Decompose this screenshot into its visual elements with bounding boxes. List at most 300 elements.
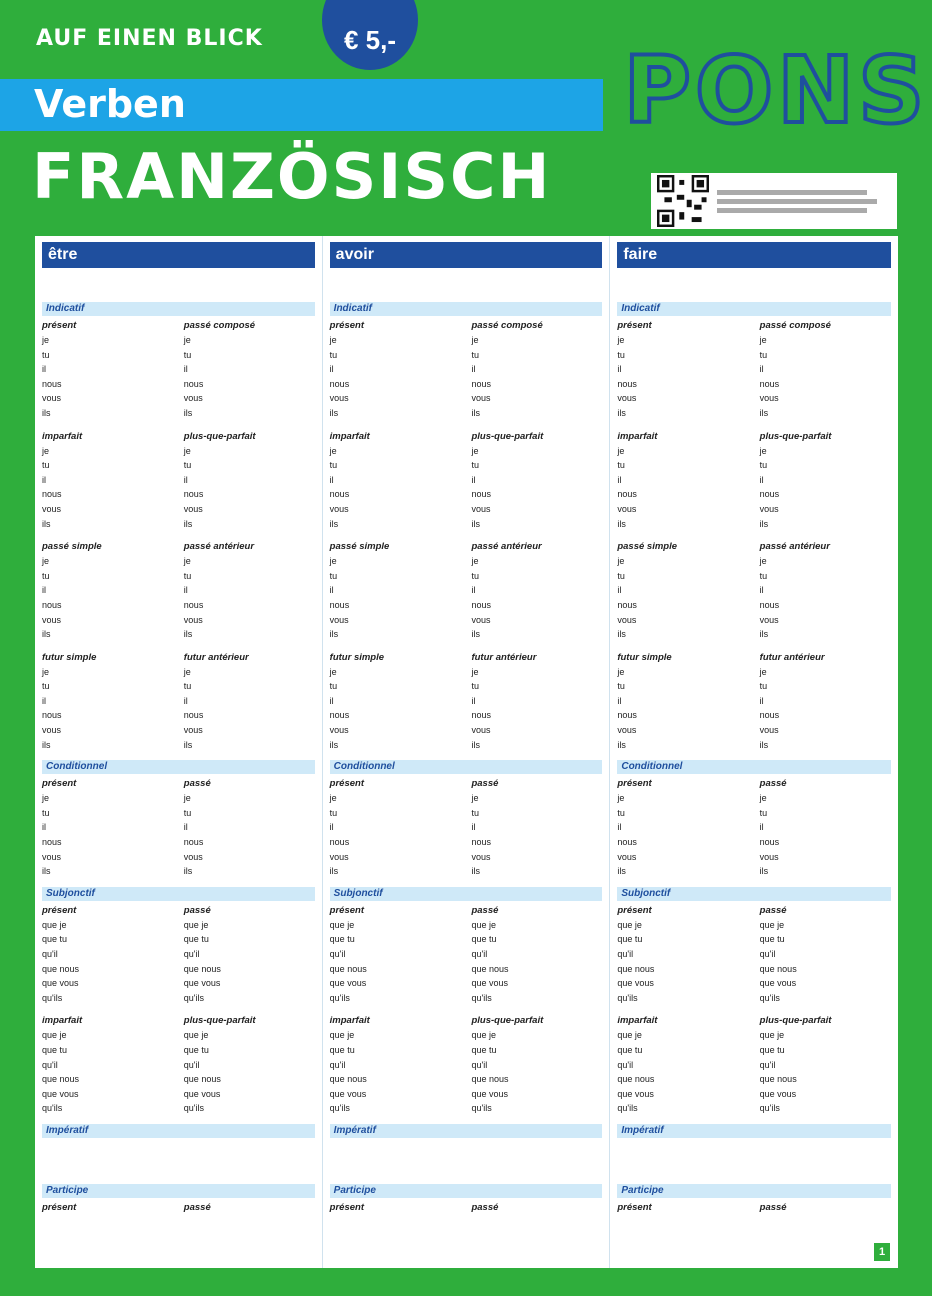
pronoun: que vous	[329, 978, 367, 989]
pronoun: je	[42, 666, 50, 677]
pronoun: qu'ils	[183, 992, 205, 1003]
form-row	[471, 976, 602, 991]
form-row	[330, 932, 461, 947]
form-row	[471, 723, 602, 738]
form-row	[471, 1101, 602, 1116]
tense-title: présent	[329, 320, 364, 331]
pronoun: ils	[617, 739, 626, 750]
pronoun: vous	[617, 725, 637, 736]
pronoun: que nous	[42, 1074, 80, 1085]
verb-name: faire	[623, 246, 658, 263]
pronoun: ils	[471, 518, 480, 529]
form-row	[330, 918, 461, 933]
pronoun: que tu	[183, 1044, 209, 1055]
form-row	[617, 918, 748, 933]
form-row	[184, 1087, 315, 1102]
form-row	[42, 1101, 173, 1116]
form-row	[184, 1028, 315, 1043]
pronoun: vous	[617, 851, 637, 862]
form-row	[617, 1058, 748, 1073]
pronoun: nous	[329, 710, 350, 721]
pronoun: ils	[183, 407, 193, 418]
form-row	[617, 947, 748, 962]
form-row	[617, 991, 748, 1006]
form-row	[184, 932, 315, 947]
pronoun: je	[183, 556, 191, 567]
form-row	[760, 502, 891, 517]
form-row	[617, 723, 748, 738]
form-row	[471, 918, 602, 933]
pronoun: vous	[183, 725, 203, 736]
pronoun: ils	[329, 739, 339, 750]
form-row	[330, 502, 461, 517]
form-row	[184, 820, 315, 835]
pronoun: nous	[42, 837, 62, 848]
tense-block	[42, 431, 315, 532]
section-header: Conditionnel	[617, 760, 891, 774]
pronoun: que vous	[329, 1088, 367, 1099]
form-row	[184, 738, 315, 753]
form-row	[617, 406, 748, 421]
form-row	[42, 738, 173, 753]
logo-text: PONS	[623, 36, 929, 144]
tense-block	[617, 1015, 891, 1116]
pronoun: je	[329, 666, 337, 677]
pronoun: que tu	[617, 934, 643, 945]
form-row	[330, 679, 461, 694]
form-row	[42, 918, 173, 933]
form-row	[617, 583, 748, 598]
pronoun: qu'ils	[42, 1103, 63, 1114]
pronoun: que vous	[42, 1088, 79, 1099]
pronoun: vous	[471, 393, 491, 404]
form-row	[330, 1153, 603, 1168]
pronoun: vous	[329, 851, 349, 862]
form-row	[42, 1138, 315, 1153]
tense-block	[617, 905, 891, 1006]
pronoun: tu	[471, 807, 479, 818]
pronoun: qu'ils	[617, 1103, 638, 1114]
pronoun: tu	[759, 681, 768, 692]
tense-title: passé	[759, 778, 787, 790]
pronoun: que tu	[329, 1044, 355, 1055]
pronoun: je	[617, 666, 625, 677]
pronoun: il	[42, 474, 46, 485]
pronoun: ils	[617, 518, 626, 529]
verb-note	[332, 272, 601, 300]
section-header: Impératif	[617, 1124, 891, 1138]
tense-block	[330, 320, 603, 421]
form-row	[184, 333, 315, 348]
pronoun: je	[617, 556, 625, 567]
tense-title: passé simple	[617, 541, 678, 553]
tense-column	[760, 431, 891, 532]
pronoun: que nous	[471, 963, 509, 974]
form-row	[471, 517, 602, 532]
pronoun: je	[183, 445, 191, 456]
pronoun: il	[183, 695, 188, 706]
tense-title: passé	[183, 778, 211, 790]
form-row	[42, 694, 173, 709]
pronoun: que tu	[329, 934, 355, 945]
tense-title: imparfait	[617, 430, 658, 442]
form-row	[184, 864, 315, 879]
tense-title: passé	[471, 778, 499, 790]
form-row	[471, 1028, 602, 1043]
form-row	[330, 517, 461, 532]
form-row	[184, 679, 315, 694]
form-row	[617, 473, 748, 488]
form-row	[330, 1215, 461, 1230]
pronoun: vous	[183, 393, 203, 404]
tense-column	[42, 1202, 173, 1230]
pronoun: je	[42, 335, 50, 345]
form-row	[184, 487, 315, 502]
pronoun: que vous	[617, 1088, 654, 1099]
form-row	[330, 962, 461, 977]
pronoun: qu'ils	[759, 992, 780, 1003]
form-row	[760, 991, 891, 1006]
form-row	[471, 473, 602, 488]
pronoun: vous	[42, 393, 62, 404]
form-row	[330, 473, 461, 488]
pronoun: que je	[759, 1030, 785, 1041]
tense-column	[42, 320, 173, 421]
form-row	[471, 806, 602, 821]
form-row	[760, 406, 891, 421]
pronoun: que vous	[759, 978, 797, 989]
pronoun: tu	[759, 460, 768, 471]
form-row	[760, 723, 891, 738]
pronoun: ils	[471, 629, 480, 640]
form-row	[760, 391, 891, 406]
pronoun: je	[471, 793, 479, 804]
form-row	[760, 864, 891, 879]
pronoun: ils	[617, 629, 626, 640]
tense-column	[471, 778, 602, 879]
form-row	[617, 598, 748, 613]
tense-block	[330, 905, 603, 1006]
tense-block	[42, 1202, 315, 1230]
form-row	[471, 679, 602, 694]
form-row	[42, 1058, 173, 1073]
form-row	[330, 554, 461, 569]
section-header: Conditionnel	[330, 760, 603, 774]
form-row	[471, 569, 602, 584]
form-row	[330, 820, 461, 835]
tense-column	[330, 905, 461, 1006]
pronoun: tu	[759, 349, 768, 360]
form-row	[760, 377, 891, 392]
pronoun: nous	[471, 710, 491, 721]
form-row	[471, 991, 602, 1006]
form-row	[471, 850, 602, 865]
form-row	[184, 850, 315, 865]
pronoun: que je	[42, 919, 67, 930]
pronoun: il	[759, 822, 764, 833]
form-row	[42, 835, 173, 850]
tense-title: futur antérieur	[183, 651, 249, 663]
pronoun: ils	[183, 518, 193, 529]
form-row	[617, 1072, 748, 1087]
form-row	[42, 1167, 315, 1182]
form-row	[617, 377, 748, 392]
form-row	[471, 1215, 602, 1230]
pronoun: il	[183, 585, 188, 596]
verb-note	[44, 272, 313, 300]
verb-table	[35, 236, 898, 1268]
pronoun: il	[759, 695, 764, 706]
main-title: FRANZÖSISCH	[32, 140, 552, 213]
tense-block	[330, 431, 603, 532]
pronoun: tu	[183, 570, 192, 581]
tense-title: présent	[42, 1201, 77, 1213]
form-row	[42, 517, 173, 532]
pronoun: qu'ils	[617, 992, 638, 1003]
pronoun: ils	[183, 629, 193, 640]
pronoun: tu	[42, 570, 50, 581]
form-row	[760, 1087, 891, 1102]
pronoun: nous	[617, 378, 637, 389]
tense-column	[471, 541, 602, 642]
pronoun: il	[617, 585, 622, 596]
form-row	[617, 1138, 891, 1153]
pronoun: vous	[471, 725, 491, 736]
pronoun: vous	[183, 503, 203, 514]
pronoun: que nous	[183, 963, 221, 974]
pronoun: qu'ils	[471, 1103, 492, 1114]
form-row	[42, 806, 173, 821]
pronoun: nous	[183, 710, 204, 721]
pronoun: nous	[329, 378, 350, 389]
pronoun: il	[329, 474, 334, 485]
form-row	[184, 406, 315, 421]
pronoun: que vous	[617, 978, 654, 989]
pronoun: vous	[329, 725, 349, 736]
tense-column	[471, 652, 602, 753]
form-row	[330, 391, 461, 406]
pronoun: tu	[183, 460, 192, 471]
tense-title: imparfait	[329, 430, 370, 442]
verb-column	[35, 236, 323, 1268]
pronoun: que nous	[471, 1074, 509, 1085]
tense-column	[617, 1015, 748, 1116]
form-row	[330, 1043, 461, 1058]
form-row	[330, 613, 461, 628]
form-row	[184, 723, 315, 738]
form-row	[184, 362, 315, 377]
form-row	[330, 569, 461, 584]
pronoun: que tu	[759, 934, 785, 945]
pronoun: il	[42, 364, 46, 375]
tense-title: passé	[759, 1201, 787, 1213]
form-row	[471, 598, 602, 613]
tense-title: plus-que-parfait	[183, 430, 256, 442]
pronoun: il	[617, 822, 622, 833]
form-row	[617, 932, 748, 947]
form-row	[184, 708, 315, 723]
pronoun: ils	[42, 739, 51, 750]
form-row	[760, 554, 891, 569]
form-row	[471, 708, 602, 723]
form-row	[471, 791, 602, 806]
form-row	[42, 473, 173, 488]
form-row	[42, 991, 173, 1006]
form-row	[330, 487, 461, 502]
pronoun: tu	[471, 349, 479, 360]
tense-column	[184, 905, 315, 1006]
form-row	[330, 835, 461, 850]
form-row	[42, 976, 173, 991]
form-row	[42, 820, 173, 835]
form-row	[330, 976, 461, 991]
pronoun: nous	[617, 837, 637, 848]
form-row	[42, 1215, 173, 1230]
form-row	[184, 1072, 315, 1087]
pronoun: il	[471, 695, 476, 706]
pronoun: qu'il	[471, 1059, 488, 1070]
form-row	[330, 850, 461, 865]
form-row	[760, 1215, 891, 1230]
pronoun: qu'il	[183, 1059, 200, 1070]
pronoun: je	[42, 445, 50, 456]
pronoun: je	[471, 445, 479, 456]
form-row	[184, 613, 315, 628]
form-row	[184, 517, 315, 532]
pronoun: je	[42, 793, 50, 804]
tense-column	[760, 652, 891, 753]
pronoun: vous	[183, 851, 203, 862]
form-row	[471, 333, 602, 348]
form-row	[184, 835, 315, 850]
pronoun: il	[329, 695, 334, 706]
form-row	[330, 458, 461, 473]
form-row	[184, 962, 315, 977]
form-row	[471, 487, 602, 502]
pronoun: nous	[617, 489, 637, 500]
pronoun: je	[759, 445, 767, 456]
section-header: Subjonctif	[617, 887, 891, 901]
pronoun: je	[183, 793, 191, 804]
verb-name: avoir	[335, 246, 374, 263]
tense-title: imparfait	[329, 1015, 370, 1027]
pronoun: que nous	[759, 1074, 797, 1085]
form-row	[471, 444, 602, 459]
form-row	[471, 391, 602, 406]
form-row	[42, 791, 173, 806]
form-row	[617, 708, 748, 723]
tense-column	[42, 652, 173, 753]
pronoun: je	[617, 445, 625, 456]
pronoun: ils	[329, 518, 339, 529]
pronoun: que tu	[617, 1044, 643, 1055]
form-row	[760, 932, 891, 947]
form-row	[760, 976, 891, 991]
pronoun: vous	[617, 614, 637, 625]
form-row	[617, 850, 748, 865]
price-text: € 5,-	[343, 25, 397, 55]
tense-title: plus-que-parfait	[759, 1015, 832, 1027]
tense-title: passé composé	[471, 320, 543, 331]
pronoun: je	[329, 556, 337, 567]
form-row	[471, 627, 602, 642]
form-row	[617, 976, 748, 991]
form-row	[42, 487, 173, 502]
pronoun: nous	[471, 837, 491, 848]
pronoun: ils	[329, 407, 339, 418]
form-row	[617, 1101, 748, 1116]
pons-logo	[623, 36, 929, 144]
pronoun: qu'ils	[329, 1103, 350, 1114]
form-row	[330, 791, 461, 806]
tense-column	[330, 320, 461, 421]
form-row	[471, 864, 602, 879]
pronoun: qu'il	[329, 1059, 346, 1070]
pronoun: vous	[471, 503, 491, 514]
form-row	[471, 362, 602, 377]
form-row	[330, 362, 461, 377]
pronoun: tu	[42, 681, 50, 692]
form-row	[330, 333, 461, 348]
form-row	[471, 835, 602, 850]
form-row	[42, 444, 173, 459]
pronoun: que nous	[329, 1074, 367, 1085]
tense-column	[617, 905, 748, 1006]
tense-column	[330, 541, 461, 642]
pronoun: nous	[471, 489, 491, 500]
form-row	[42, 1043, 173, 1058]
tense-column	[184, 652, 315, 753]
section-header: Indicatif	[330, 302, 603, 316]
tense-block	[42, 1015, 315, 1116]
form-row	[330, 377, 461, 392]
form-row	[617, 627, 748, 642]
form-row	[330, 1138, 603, 1153]
form-row	[330, 806, 461, 821]
pronoun: il	[471, 364, 476, 375]
pronoun: je	[183, 666, 191, 677]
pronoun: que je	[42, 1030, 67, 1041]
pronoun: tu	[759, 807, 768, 818]
pronoun: tu	[617, 349, 625, 360]
tense-column	[471, 905, 602, 1006]
form-row	[330, 1101, 461, 1116]
pronoun: qu'il	[42, 1059, 58, 1070]
pronoun: tu	[329, 349, 338, 360]
pronoun: je	[617, 335, 625, 345]
section-header: Subjonctif	[330, 887, 603, 901]
pronoun: qu'il	[759, 949, 776, 959]
pronoun: que je	[329, 919, 355, 930]
pronoun: tu	[42, 807, 50, 818]
form-row	[617, 962, 748, 977]
subtitle: Verben	[34, 82, 186, 126]
pronoun: tu	[329, 460, 338, 471]
pronoun: que nous	[759, 963, 797, 974]
form-row	[617, 1043, 748, 1058]
form-row	[42, 627, 173, 642]
pronoun: nous	[759, 599, 780, 610]
pronoun: nous	[617, 599, 637, 610]
pronoun: il	[329, 585, 334, 596]
pronoun: je	[617, 793, 625, 804]
form-row	[184, 1043, 315, 1058]
form-row	[184, 377, 315, 392]
tense-block	[42, 905, 315, 1006]
form-row	[42, 665, 173, 680]
pronoun: vous	[759, 393, 779, 404]
form-row	[42, 333, 173, 348]
